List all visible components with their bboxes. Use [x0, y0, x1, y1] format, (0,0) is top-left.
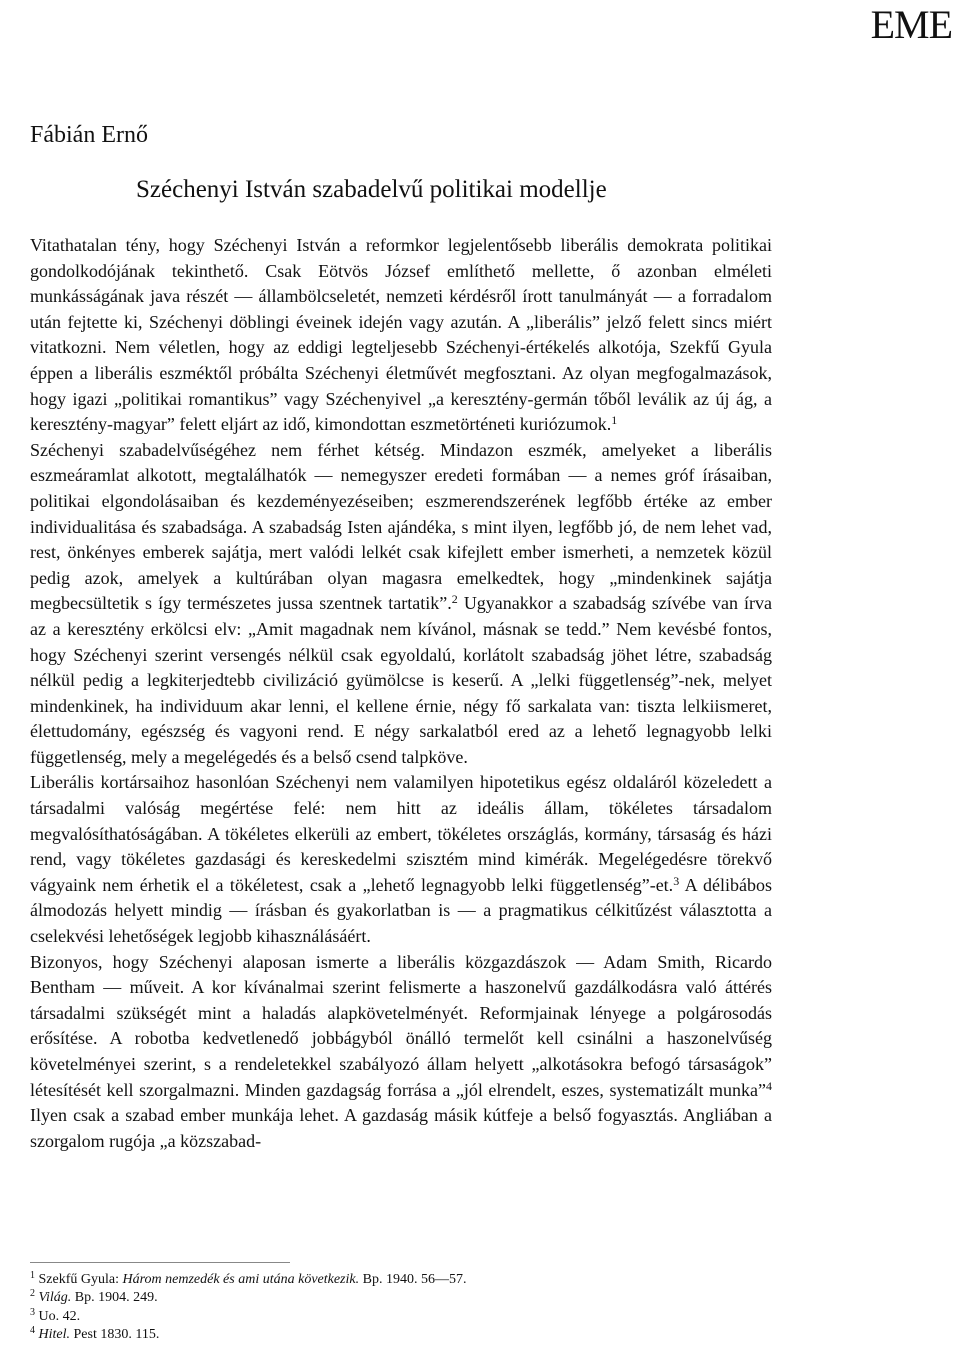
article-title: Széchenyi István szabadelvű politikai modellje [136, 176, 607, 203]
article-body [30, 233, 772, 1154]
paragraph-text: Ugyanakkor a szabadság szívébe van írva az a keresztény erkölcsi elv: „Amit magadnak nem kívánol, másnak se tedd.” Nem kevésbé fontos, hogy Széchenyi szerint versengés nélkül csak egyoldalú, korlátolt szabadság jöhet létre, szabadság nélkül pedig a legkiterjedtebb civilizáció gyümölcse is keserű. A „lelki függetlenség”-nek, melyet mindenkinek, ha individuum akar lenni, el kellene érnie, négy fő sarkalata van: tiszta lelkiismeret, élettudomány, egészség és vagyoni rend. E négy sarkalatból ered az a lehető legnagyobb lelki függetlenség, mely a megelégedés és a belső csend talpköve. [30, 593, 772, 767]
footnote-title: Három nemzedék és ami utána következik. [122, 1272, 360, 1287]
footnote-ref: 4 [766, 1078, 772, 1093]
publisher-logo: EME [870, 2, 952, 47]
paragraph-text: Széchenyi szabadelvűségéhez nem férhet kétség. Mindazon eszmék, amelyeket a liberális eszmeáramlat alkotott, megtalálhatók — nemegyszer eredeti formában — a nemes gróf írásaiban, politikai elgondolásaiban és kezdeményezéseiben; eszmerendszerének legfőbb értéke az ember individualitása és szabadsága. A szabadság Isten ajándéka, s mint ilyen, legfőbb jó, de nem lehet vad, rest, önkényes emberek sajátja, mert valódi lelkét csak kifejlett ember ismerheti, a nemzetek közül pedig azok, amelyek a kultúrában olyan magasra emelkedtek, hogy „mindenkinek sajátja megbecsültetik s így természetes jussa szentnek tartatik”. [30, 439, 772, 614]
footnote [30, 1308, 790, 1326]
footnote [30, 1271, 790, 1289]
footnote-ref: 2 [451, 592, 458, 607]
paragraph-text: Ilyen csak a szabad ember munkája lehet. A gazdaság másik kútfeje a belső fogyasztás. Angliában a szorgalom rugója „a közszabad- [30, 1105, 772, 1151]
footnote-ref: 1 [611, 413, 618, 428]
paragraph [30, 770, 772, 949]
footnote-number: 1 [30, 1270, 35, 1281]
footnote-title: Hitel. [38, 1327, 70, 1343]
footnote-separator [30, 1262, 290, 1263]
paragraph [30, 950, 772, 1155]
footnote [30, 1326, 790, 1344]
footnote-text: Bp. 1904. 249. [71, 1290, 158, 1306]
footnote-text: Szekfű Gyula: [38, 1272, 123, 1287]
paragraph [30, 233, 772, 438]
footnote-number: 2 [30, 1288, 35, 1300]
author-name: Fábián Ernő [30, 122, 148, 148]
footnote-ref: 3 [673, 873, 680, 888]
paragraph-text: A délibábos álmodozás helyett mindig — írásban és gyakorlatban is — a pragmatikus célkitűzést választotta a cselekvési lehetőségek legjobb kihasználásáért. [30, 874, 772, 947]
footnote-text: Bp. 1940. 56—57. [359, 1272, 467, 1287]
footnote-title: Világ. [38, 1290, 72, 1306]
footnote [30, 1289, 790, 1307]
footnote-number: 4 [30, 1325, 35, 1337]
paragraph [30, 438, 772, 771]
footnote-text: Uo. 42. [38, 1308, 81, 1324]
footnotes [30, 1271, 790, 1345]
footnote-text: Pest 1830. 115. [70, 1327, 160, 1343]
paragraph-text: Bizonyos, hogy Széchenyi alaposan ismerte a liberális közgazdászok — Adam Smith, Ricardo Bentham — műveit. A kor kívánalmai szerint felismerte a haszonelvű gazdálkodásra való áttérés társadalmi szükségét mint a haladás alapkövetelményét. Reformjainak lényege a polgárosodás erősítése. A robotba kedvetlenedő jobbágyból önálló termelőt kell csinálni a haszonelvűség követelményei szerint, s a rendeletekkel szabályozó állam helyett „alkotásokra befogó társaságok” létesítését kell szorgalmazni. Minden gazdagság forrása a „jól elrendelt, eszes, systematizált munka” [30, 951, 772, 1100]
footnote-number: 3 [30, 1306, 35, 1318]
paragraph-text: Liberális kortársaihoz hasonlóan Széchenyi nem valamilyen hipotetikus egész oldaláról közeledett a társadalmi valóság megértése felé: nem hitt az ideális állam, tökéletes társadalom megvalósíthatóságában. A tökéletes elkerüli az embert, tökéletes országlás, kormány, társaság és házi rend, vagy tökéletes gazdasági és kereskedelmi szisztém mind kimérák. Megelégedésre törekvő vágyaink nem érhetik el a tökéletest, csak a „lehető legnagyobb lelki függetlenség”-et. [30, 772, 772, 895]
paragraph-text: Vitathatalan tény, hogy Széchenyi István a reformkor legjelentősebb liberális demokrata politikai gondolkodójának tekinthető. Csak Eötvös József említhető mellette, ő azonban elméleti munkásságának java részét — állambölcseletét, nemzeti kérdésről írott tanulmányát — a forradalom után fejtette ki, Széchenyi döblingi éveinek idején vagy azután. A „liberális” jelző felett sincs miért vitatkozni. Nem véletlen, hogy az eddigi legteljesebb Széchenyi-értékelés alkotója, Szekfű Gyula éppen a liberális eszméktől próbálta Széchenyi életművét megfosztani. Az olyan megfogalmazások, hogy igazi „politikai romantikus” vagy Széchenyivel „a keresztény-germán tőből leválik az új ág, a keresztény-magyar” felett eljárt az idő, kimondottan eszmetörténeti kuriózumok. [30, 235, 772, 435]
